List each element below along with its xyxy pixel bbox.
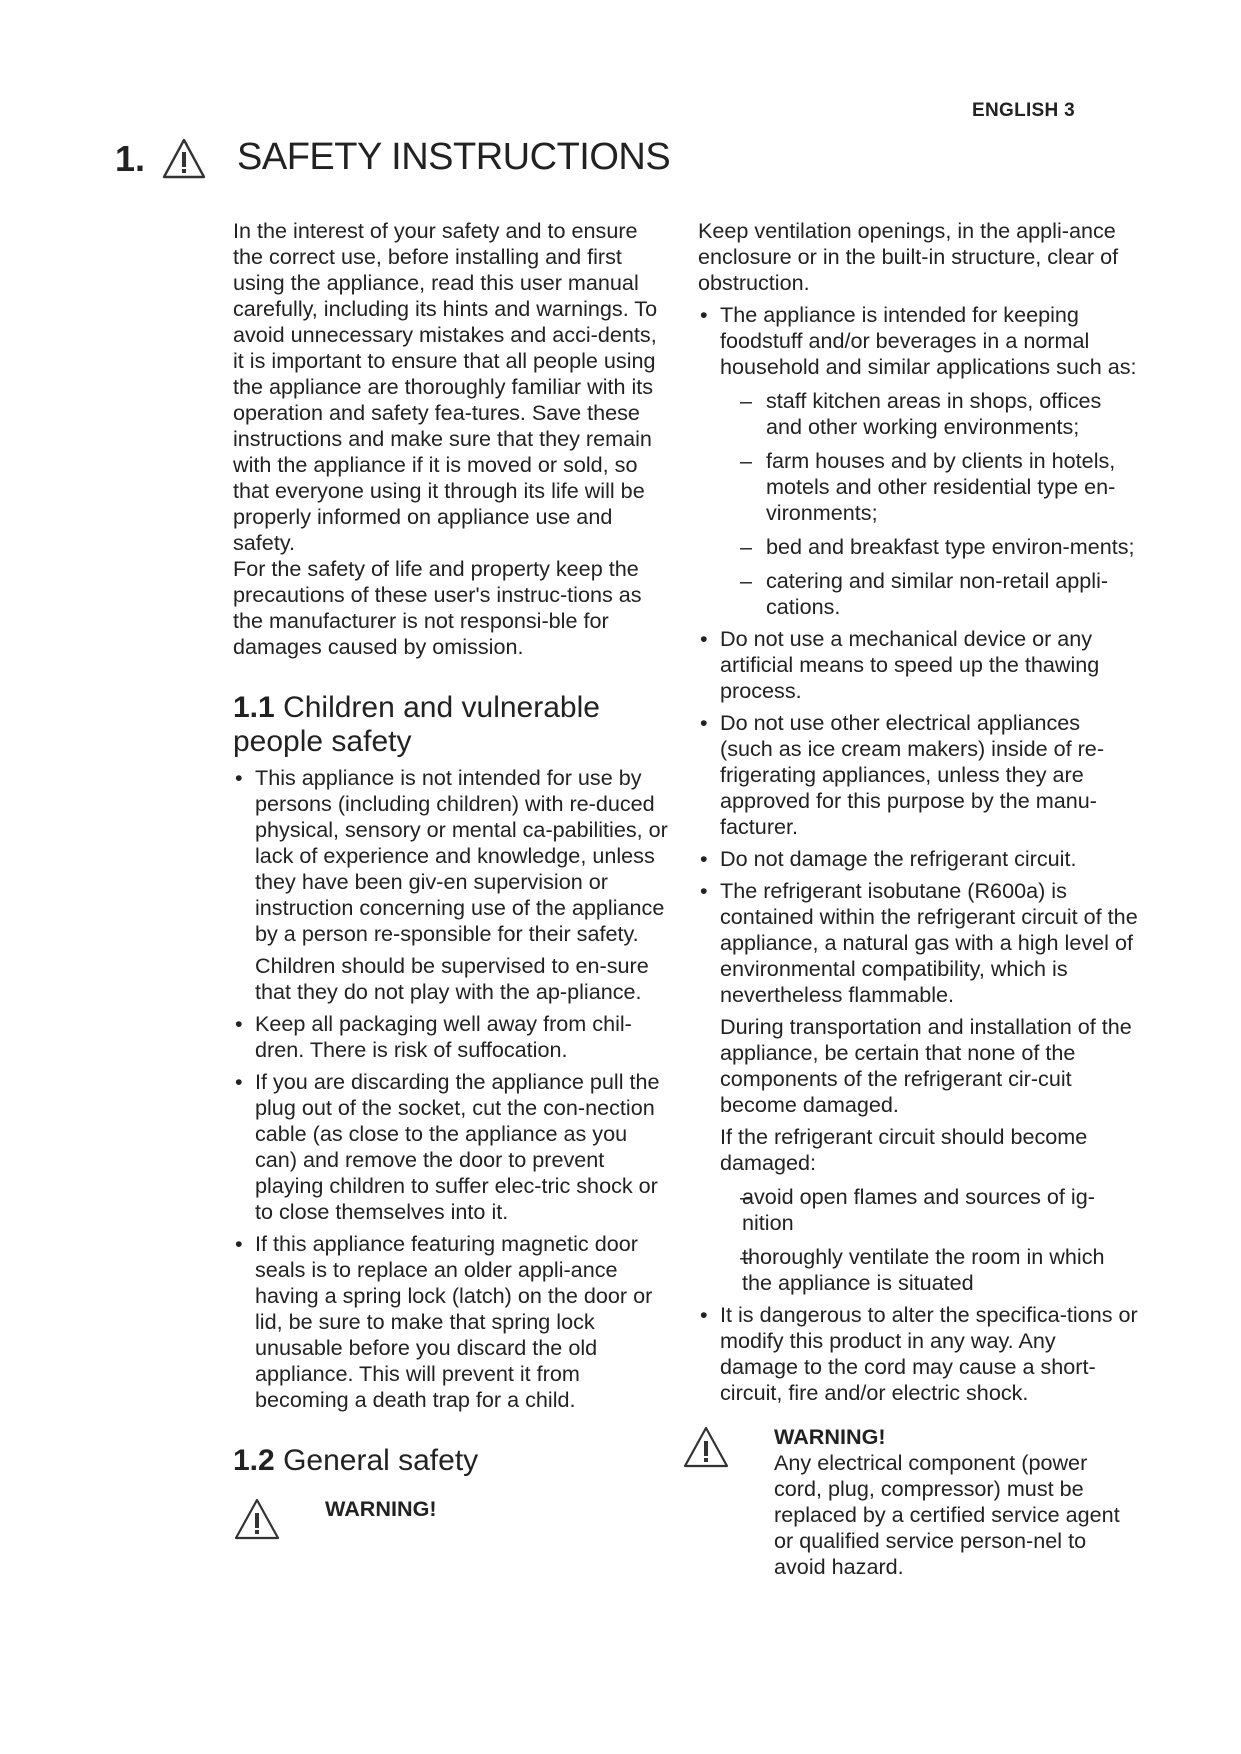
general-safety-list [698, 302, 1138, 1406]
left-column [233, 218, 673, 1542]
list-item: • It is dangerous to alter the specifica-tions or modify this product in any way. Any damage to the cord may cause a short-circuit, fire and/or electric shock. [698, 1302, 1138, 1406]
list-item: • If you are discarding the appliance pull the plug out of the socket, cut the con-nection cable (as close to the appliance as you can) and remove the door to prevent playing children to suffer elec-tric shock or to close themselves into it. [233, 1069, 673, 1225]
warning-block [233, 1496, 673, 1542]
section-heading-children [233, 691, 673, 759]
warning-label: WARNING! [325, 1496, 437, 1521]
bullet-text: • The refrigerant isobutane (R600a) is contained within the refrigerant circuit of the appliance, a natural gas with a high level of environmental compatibility, which is nevertheless flammable. [720, 878, 1138, 1007]
ventilation-text: Keep ventilation openings, in the appli-ance enclosure or in the built-in structure, clear of obstruction. [698, 218, 1119, 295]
dash-item: – thoroughly ventilate the room in which the appliance is situated [720, 1244, 1138, 1296]
hazard-actions-list [720, 1184, 1138, 1296]
list-item: • If this appliance featuring magnetic door seals is to replace an older appli-ance having a spring lock (latch) on the door or lid, be sure to make that spring lock unusable before you discard the old appliance. This will prevent it from becoming a death trap for a child. [233, 1231, 673, 1413]
dash-item: – farm houses and by clients in hotels, motels and other residential type en-vironments; [720, 448, 1138, 526]
bullet-text: • The appliance is intended for keeping foodstuff and/or beverages in a normal household and similar applications such as: [720, 302, 1137, 379]
intro-text [233, 218, 673, 660]
warning-triangle-icon [233, 1496, 281, 1542]
use-environment-list [720, 388, 1138, 620]
bullet-note: If the refrigerant circuit should become damaged: [720, 1124, 1088, 1175]
chapter-heading [115, 136, 207, 182]
list-item: • Keep all packaging well away from chil-dren. There is risk of suffocation. [233, 1011, 673, 1063]
section-number: 1.1 [233, 691, 275, 724]
section-title: Children and vulnerable people safety [233, 691, 600, 758]
children-safety-list [233, 765, 673, 1413]
intro-paragraph: In the interest of your safety and to ensure the correct use, before installing and first using the appliance, read this user manual carefully, including its hints and warnings. To avoid unnecessary mistakes and acci-dents, it is important to ensure that all people using the appliance are thoroughly familiar with its operation and safety fea-tures. Save these instructions and make sure that they remain with the appliance if it is moved or sold, so that everyone using it through its life will be properly informed on appliance use and safety. [233, 218, 658, 555]
list-item [698, 302, 1138, 620]
list-item [233, 765, 673, 1005]
bullet-note: During transportation and installation of the appliance, be certain that none of the components of the refrigerant cir-cuit become damaged. [720, 1014, 1132, 1117]
page-number: ENGLISH 3 [972, 100, 1075, 121]
list-item: • Do not use other electrical appliances (such as ice cream makers) inside of re-frigerating appliances, unless they are approved for this purpose by the manu-facturer. [698, 710, 1138, 840]
chapter-number: 1. [115, 138, 146, 179]
section-heading-general [233, 1444, 673, 1478]
warning-triangle-icon [161, 136, 207, 182]
bullet-note: Children should be supervised to en-sure that they do not play with the ap-pliance. [255, 953, 649, 1004]
dash-item: – catering and similar non-retail appli-cations. [720, 568, 1138, 620]
warning-content [774, 1424, 1138, 1580]
list-item [698, 878, 1138, 1296]
warning-text: Any electrical component (power cord, plug, compressor) must be replaced by a certified service agent or qualified service person-nel to avoid hazard. [774, 1450, 1120, 1579]
list-item: • Do not damage the refrigerant circuit. [698, 846, 1138, 872]
chapter-title: SAFETY INSTRUCTIONS [237, 136, 671, 178]
intro-paragraph: For the safety of life and property keep the precautions of these user's instruc-tions as the manufacturer is not responsi-ble for damages caused by omission. [233, 556, 642, 659]
section-number: 1.2 [233, 1444, 275, 1477]
section-title: General safety [283, 1444, 479, 1477]
dash-item: – staff kitchen areas in shops, offices and other working environments; [720, 388, 1138, 440]
dash-item: – bed and breakfast type environ-ments; [720, 534, 1138, 560]
right-column [698, 218, 1138, 1580]
warning-block [682, 1424, 1138, 1580]
dash-item: – avoid open flames and sources of ig-nition [720, 1184, 1138, 1236]
warning-triangle-icon [682, 1424, 730, 1470]
bullet-text: • This appliance is not intended for use by persons (including children) with re-duced physical, sensory or mental ca-pabilities, or lack of experience and knowledge, unless they have been giv-en supervision or instruction concerning use of the appliance by a person re-sponsible for their safety. [255, 765, 668, 946]
list-item: • Do not use a mechanical device or any artificial means to speed up the thawing process. [698, 626, 1138, 704]
warning-label: WARNING! [774, 1424, 886, 1449]
